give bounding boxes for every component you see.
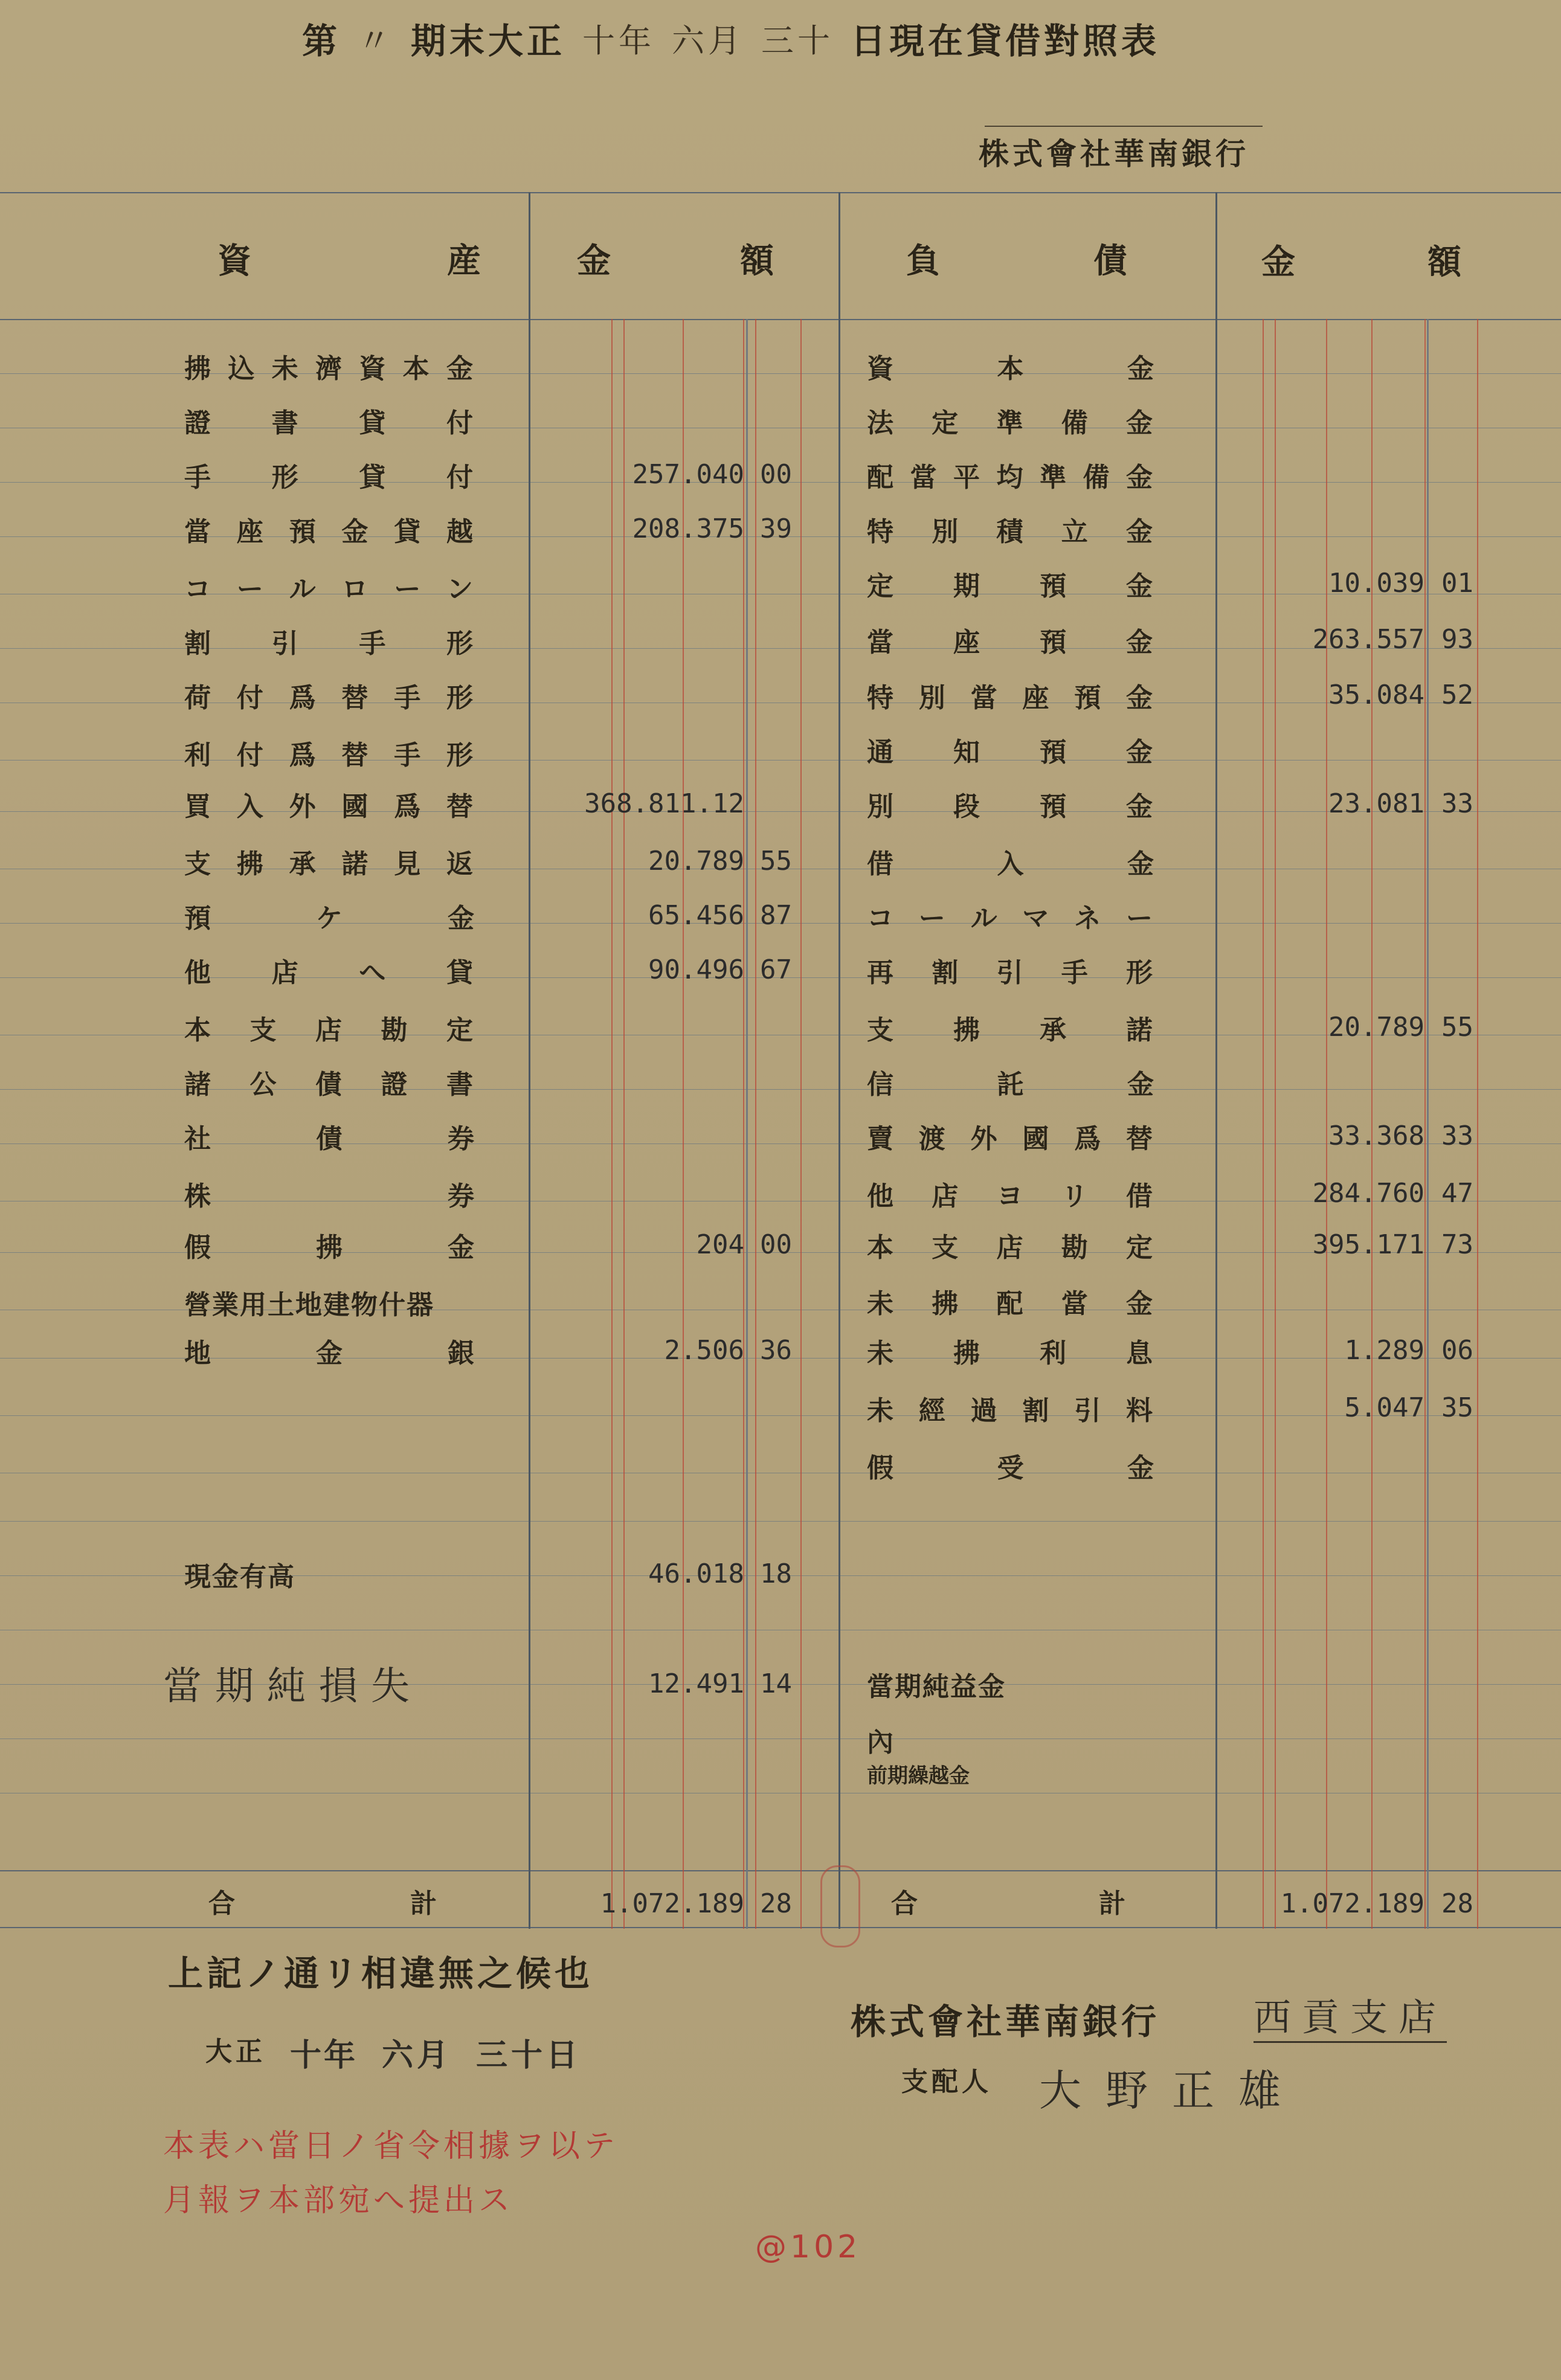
liab-row-cents: 06: [1441, 1335, 1473, 1366]
asset-row-label: 社 債 券: [184, 1124, 474, 1154]
liab-row-cents: 52: [1441, 680, 1473, 710]
asset-row-cents: 67: [760, 954, 792, 985]
asset-row-label: 手 形 貸 付: [184, 462, 474, 493]
liab-row-amount: 35.084: [1328, 680, 1424, 710]
liab-row-cents: 73: [1441, 1229, 1473, 1260]
asset-row-cents: 00: [760, 459, 792, 490]
asset-row-label: 利 付 爲 替 手 形: [184, 740, 474, 771]
profit-inner-label: 內: [867, 1727, 895, 1758]
liab-row-cents: 55: [1441, 1012, 1473, 1043]
table-top-rule: [0, 192, 1561, 193]
asset-row-label: 株 券: [184, 1181, 474, 1212]
asset-row-amount: 20.789: [648, 846, 744, 876]
asset-row-cents: 39: [760, 513, 792, 544]
liab-row-label: 資 本 金: [867, 353, 1154, 384]
asset-row-label: 營業用土地建物什器: [184, 1290, 434, 1320]
manager-title: 支配人: [901, 2066, 992, 2097]
header-assets: 資 産: [217, 241, 483, 281]
asset-row-amount: 90.496: [648, 954, 744, 985]
asset-row-label: 預 ケ 金: [184, 903, 474, 934]
signature-company: 株式會社華南銀行: [851, 2001, 1160, 2042]
liab-row-label: 假 受 金: [867, 1453, 1154, 1484]
header-amount-right: 金 額: [1261, 242, 1464, 282]
asset-row-label: 支 拂 承 諾 見 返: [184, 849, 474, 880]
loss-cents: 14: [760, 1668, 792, 1699]
signature-date: 大正 十年 六月 三十日: [205, 2036, 582, 2074]
declaration-text: 上記ノ通リ相違無之候也: [168, 1953, 594, 1994]
red-rule: [755, 319, 756, 1929]
asset-row-label: 當 座 預 金 貸 越: [184, 516, 474, 547]
title-term-number: 〃: [358, 21, 394, 60]
title-prefix: 第: [302, 21, 341, 62]
asset-row-amount: 368.811.12: [584, 788, 744, 819]
liab-row-label: 未 經 過 割 引 料: [867, 1395, 1154, 1426]
asset-row-label: 本 支 店 勘 定: [184, 1015, 474, 1046]
liab-row-amount: 10.039: [1328, 568, 1424, 599]
liab-row-cents: 35: [1441, 1392, 1473, 1423]
asset-row-amount: 2.506: [664, 1335, 744, 1366]
liab-row-label: 通 知 預 金: [867, 737, 1154, 768]
cents-divider: [1427, 319, 1429, 1929]
red-rule: [1424, 319, 1426, 1929]
liab-row-label: 別 段 預 金: [867, 791, 1154, 822]
asset-row-amount: 208.375: [632, 513, 744, 544]
title-era: 期末大正: [411, 21, 566, 62]
manager-signature: 大野正雄: [1039, 2066, 1305, 2115]
carry-forward-label: 前期繰越金: [867, 1764, 970, 1788]
liab-row-amount: 263.557: [1312, 624, 1424, 655]
header-liabilities: 負 債: [906, 241, 1130, 281]
asset-row-label: 地 金 銀: [184, 1338, 474, 1369]
liab-row-cents: 33: [1441, 788, 1473, 819]
liab-row-label: 當 座 預 金: [867, 627, 1154, 658]
profit-label: 當期純益金: [867, 1671, 1006, 1702]
liab-row-label: 特 別 積 立 金: [867, 516, 1154, 547]
header-amount-left: 金 額: [577, 241, 776, 281]
liab-row-amount: 33.368: [1328, 1121, 1424, 1151]
liab-row-cents: 93: [1441, 624, 1473, 655]
total-label-right: 合 計: [891, 1888, 1127, 1919]
total-amount-right: 1.072.189: [1280, 1888, 1424, 1919]
total-amount-left: 1.072.189: [600, 1888, 744, 1919]
liab-row-label: コ ー ル マ ネ ー: [867, 903, 1154, 934]
red-note-line-1: 本表ハ當日ノ省令相據ヲ以テ: [163, 2128, 619, 2164]
cents-divider: [746, 319, 748, 1929]
liab-row-label: 他 店 ヨ リ 借: [867, 1181, 1154, 1212]
asset-row-label: 買 入 外 國 爲 替: [184, 791, 474, 822]
asset-row-cents: 36: [760, 1335, 792, 1366]
liab-row-cents: 01: [1441, 568, 1473, 599]
asset-row-label: 證 書 貸 付: [184, 408, 474, 439]
asset-row-label: 他 店 へ 貸: [184, 957, 474, 988]
asset-row-cents: 87: [760, 900, 792, 931]
asset-row-label: 假 拂 金: [184, 1232, 474, 1263]
liab-row-label: 借 入 金: [867, 849, 1154, 880]
company-rule: [985, 126, 1263, 127]
red-rule: [1477, 319, 1478, 1929]
liab-row-label: 未 拂 配 當 金: [867, 1288, 1154, 1319]
asset-row-amount: 204: [696, 1229, 744, 1260]
liab-row-label: 再 割 引 手 形: [867, 957, 1154, 988]
loss-amount: 12.491: [648, 1668, 744, 1699]
title-year: 十年: [582, 21, 655, 60]
title-day: 三十: [761, 21, 834, 60]
asset-row-label: 割 引 手 形: [184, 628, 474, 659]
liab-row-label: 法 定 準 備 金: [867, 408, 1154, 439]
asset-row-label: 諸 公 債 證 書: [184, 1069, 474, 1100]
document-title: [302, 11, 1329, 65]
column-divider: [838, 192, 840, 1929]
liab-row-label: 未 拂 利 息: [867, 1338, 1154, 1369]
cash-cents: 18: [760, 1558, 792, 1589]
asset-row-amount: 65.456: [648, 900, 744, 931]
liab-row-label: 支 拂 承 諾: [867, 1015, 1154, 1046]
loss-label-handwritten: 當期純損失: [163, 1664, 423, 1709]
total-cents-right: 28: [1441, 1888, 1473, 1919]
column-divider: [529, 192, 530, 1929]
asset-row-cents: 55: [760, 846, 792, 876]
cash-amount: 46.018: [648, 1558, 744, 1589]
liab-row-amount: 23.081: [1328, 788, 1424, 819]
liab-row-label: 特 別 當 座 預 金: [867, 683, 1154, 713]
liab-row-cents: 33: [1441, 1121, 1473, 1151]
asset-row-label: コ ー ル ロ ー ン: [184, 574, 474, 605]
cash-label: 現金有高: [184, 1561, 295, 1592]
asset-row-cents: 00: [760, 1229, 792, 1260]
total-label-left: 合 計: [208, 1888, 438, 1919]
liab-row-label: 賣 渡 外 國 爲 替: [867, 1124, 1154, 1154]
red-rule: [800, 319, 802, 1929]
red-note-line-2: 月報ヲ本部宛へ提出ス: [163, 2182, 514, 2219]
liab-row-amount: 1.289: [1344, 1335, 1424, 1366]
red-seal-stamp: [820, 1865, 860, 1947]
liab-row-label: 信 託 金: [867, 1069, 1154, 1100]
company-name: 株式會社華南銀行: [979, 136, 1249, 172]
liab-row-cents: 47: [1441, 1178, 1473, 1209]
asset-row-label: 拂 込 未 濟 資 本 金: [184, 353, 474, 384]
liab-row-amount: 5.047: [1344, 1392, 1424, 1423]
title-month: 六月: [672, 21, 745, 60]
liab-row-amount: 20.789: [1328, 1012, 1424, 1043]
signature-branch-handwritten: 西貢支店: [1254, 1987, 1447, 2043]
asset-row-amount: 257.040: [632, 459, 744, 490]
asset-row-label: 荷 付 爲 替 手 形: [184, 683, 474, 713]
title-suffix: 日現在貸借對照表: [851, 21, 1160, 62]
balance-sheet-table: [0, 192, 1561, 1929]
red-note-reference: @102: [755, 2229, 861, 2265]
liab-row-amount: 395.171: [1312, 1229, 1424, 1260]
liab-row-label: 配 當 平 均 準 備 金: [867, 462, 1154, 493]
column-divider: [1215, 192, 1217, 1929]
total-cents-left: 28: [760, 1888, 792, 1919]
liab-row-label: 本 支 店 勘 定: [867, 1232, 1154, 1263]
liab-row-amount: 284.760: [1312, 1178, 1424, 1209]
liab-row-label: 定 期 預 金: [867, 571, 1154, 602]
